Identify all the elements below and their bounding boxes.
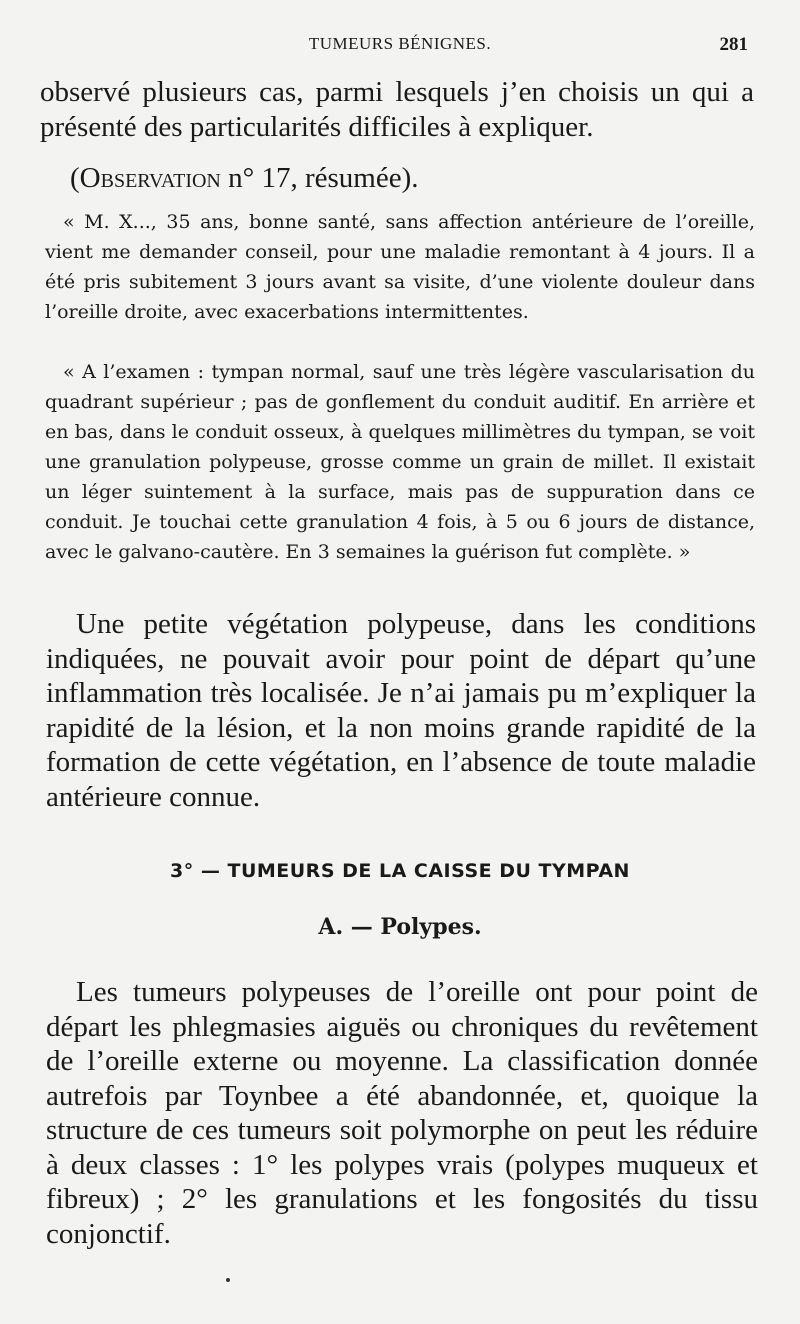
observation-label: (Observation — [70, 162, 221, 194]
observation-quote-1: « M. X..., 35 ans, bonne santé, sans affection antérieure de l’oreille, vient me demander conseil, pour une maladie remontant à 4 jours. Il a été pris subitement 3 jours avant sa visite, d’une violente douleur dans l’oreille droite, avec exacerbations intermittentes. — [45, 211, 755, 323]
running-head — [0, 34, 800, 58]
running-head-title: TUMEURS BÉNIGNES. — [308, 34, 492, 53]
print-speck — [226, 1278, 230, 1282]
sub-heading: A. — Polypes. — [318, 914, 482, 940]
paragraph-intro: observé plusieurs cas, parmi lesquels j’en choisis un qui a présenté des particularités difficiles à expliquer. — [40, 76, 754, 143]
observation-title — [70, 162, 419, 195]
section-heading: 3° — TUMEURS DE LA CAISSE DU TYMPAN — [170, 860, 630, 882]
paragraph-commentary: Une petite végétation polypeuse, dans les conditions indiquées, ne pouvait avoir pour point de départ qu’une inflammation très localisée. Je n’ai jamais pu m’expliquer la rapidité de la lésion, et la non moins grande rapidité de la formation de cette végétation, en l’absence de toute maladie antérieure connue. — [46, 608, 756, 813]
observation-number: n° 17, résumée). — [228, 162, 419, 194]
paragraph-polypes: Les tumeurs polypeuses de l’oreille ont pour point de départ les phlegmasies aiguës ou chroniques du revêtement de l’oreille externe ou moyenne. La classification donnée autrefois par Toynbee a été abandonnée, et, quoique la structure de ces tumeurs soit polymorphe on peut les réduire à deux classes : 1° les polypes vrais (polypes muqueux et fibreux) ; 2° les granulations et les fongosités du tissu conjonctif. — [46, 976, 758, 1250]
observation-quote-2: « A l’examen : tympan normal, sauf une très légère vascularisation du quadrant supérieur ; pas de gonflement du conduit auditif. En arrière et en bas, dans le conduit osseux, à quelques millimètres du tympan, se voit une granulation polypeuse, grosse comme un grain de millet. Il existait un léger suintement à la surface, mais pas de suppuration dans ce conduit. Je touchai cette granulation 4 fois, à 5 ou 6 jours de distance, avec le galvano-cautère. En 3 semaines la guérison fut complète. » — [45, 361, 755, 563]
page-number: 281 — [719, 34, 748, 55]
